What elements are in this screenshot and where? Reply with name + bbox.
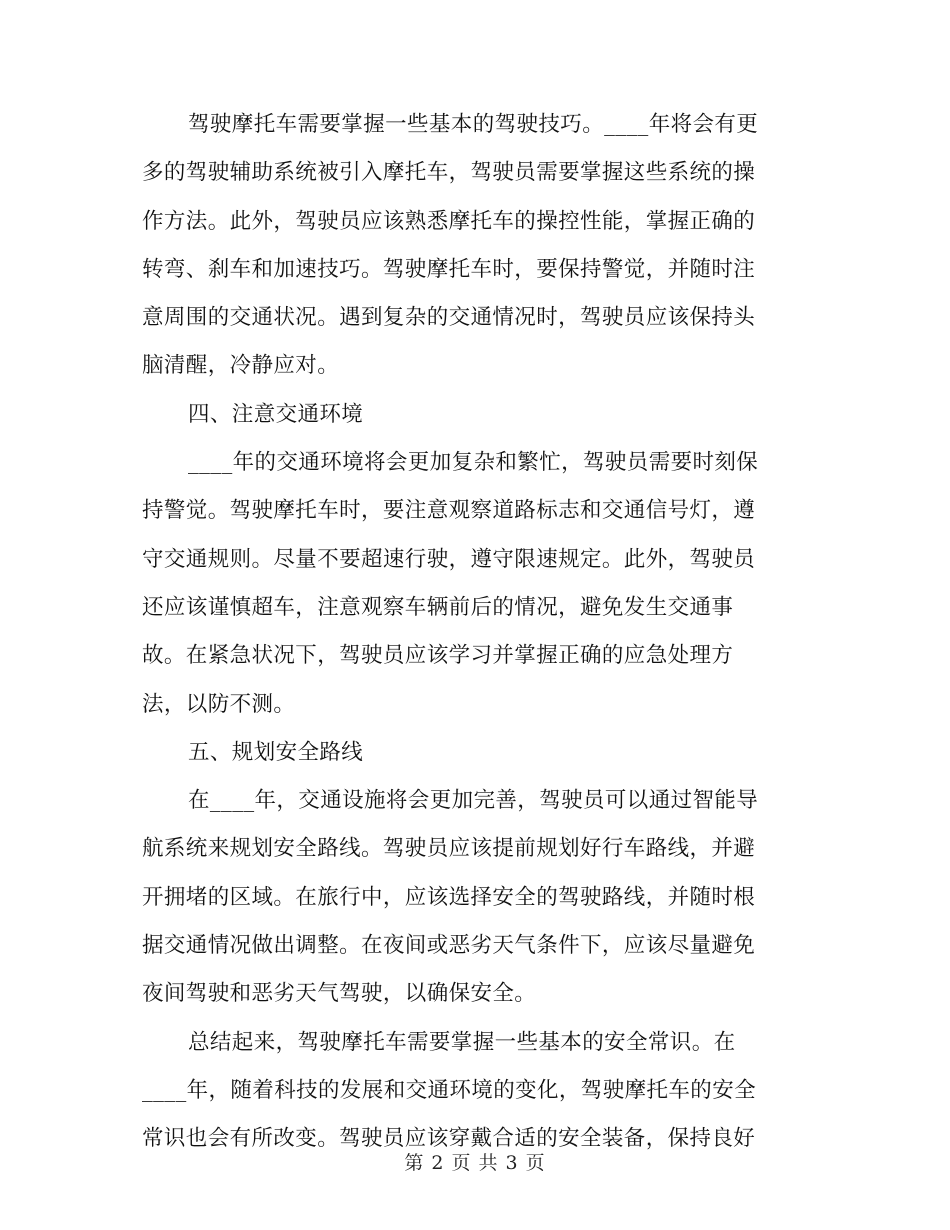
text-line: 意周围的交通状况。遇到复杂的交通情况时，驾驶员应该保持头 xyxy=(142,305,756,331)
text-line: ____年，随着科技的发展和交通环境的变化，驾驶摩托车的安全 xyxy=(142,1077,757,1103)
text-line: 五、规划安全路线 xyxy=(188,739,364,765)
text-line: 驾驶摩托车需要掌握一些基本的驾驶技巧。____年将会有更 xyxy=(188,112,759,137)
text-line: 据交通情况做出调整。在夜间或恶劣天气条件下，应该尽量避免 xyxy=(142,933,756,959)
text-line: 持警觉。驾驶摩托车时，要注意观察道路标志和交通信号灯，遵 xyxy=(142,498,756,524)
text-line: 夜间驾驶和恶劣天气驾驶，以确保安全。 xyxy=(142,981,537,1007)
text-line: ____年的交通环境将会更加复杂和繁忙，驾驶员需要时刻保 xyxy=(188,450,759,476)
text-line: 脑清醒，冷静应对。 xyxy=(142,353,340,379)
text-line: 航系统来规划安全路线。驾驶员应该提前规划好行车路线，并避 xyxy=(142,836,756,862)
text-line: 多的驾驶辅助系统被引入摩托车，驾驶员需要掌握这些系统的操 xyxy=(142,160,756,186)
text-line: 守交通规则。尽量不要超速行驶，遵守限速规定。此外，驾驶员 xyxy=(142,546,756,572)
text-line: 在____年，交通设施将会更加完善，驾驶员可以通过智能导 xyxy=(188,788,759,814)
text-line: 常识也会有所改变。驾驶员应该穿戴合适的安全装备，保持良好 xyxy=(142,1126,756,1152)
text-line: 总结起来，驾驶摩托车需要掌握一些基本的安全常识。在 xyxy=(188,1029,736,1055)
document-body xyxy=(142,101,802,1164)
text-line: 开拥堵的区域。在旅行中，应该选择安全的驾驶路线，并随时根 xyxy=(142,884,756,910)
page-footer: 第 2 页 共 3 页 xyxy=(404,1152,546,1174)
text-line: 故。在紧急状况下，驾驶员应该学习并掌握正确的应急处理方 xyxy=(142,643,734,669)
text-line: 法，以防不测。 xyxy=(142,691,296,717)
text-line: 作方法。此外，驾驶员应该熟悉摩托车的操控性能，掌握正确的 xyxy=(142,208,756,234)
text-line: 四、注意交通环境 xyxy=(188,401,364,427)
text-line: 还应该谨慎超车，注意观察车辆前后的情况，避免发生交通事 xyxy=(142,594,734,620)
text-line: 转弯、刹车和加速技巧。驾驶摩托车时，要保持警觉，并随时注 xyxy=(142,256,756,282)
